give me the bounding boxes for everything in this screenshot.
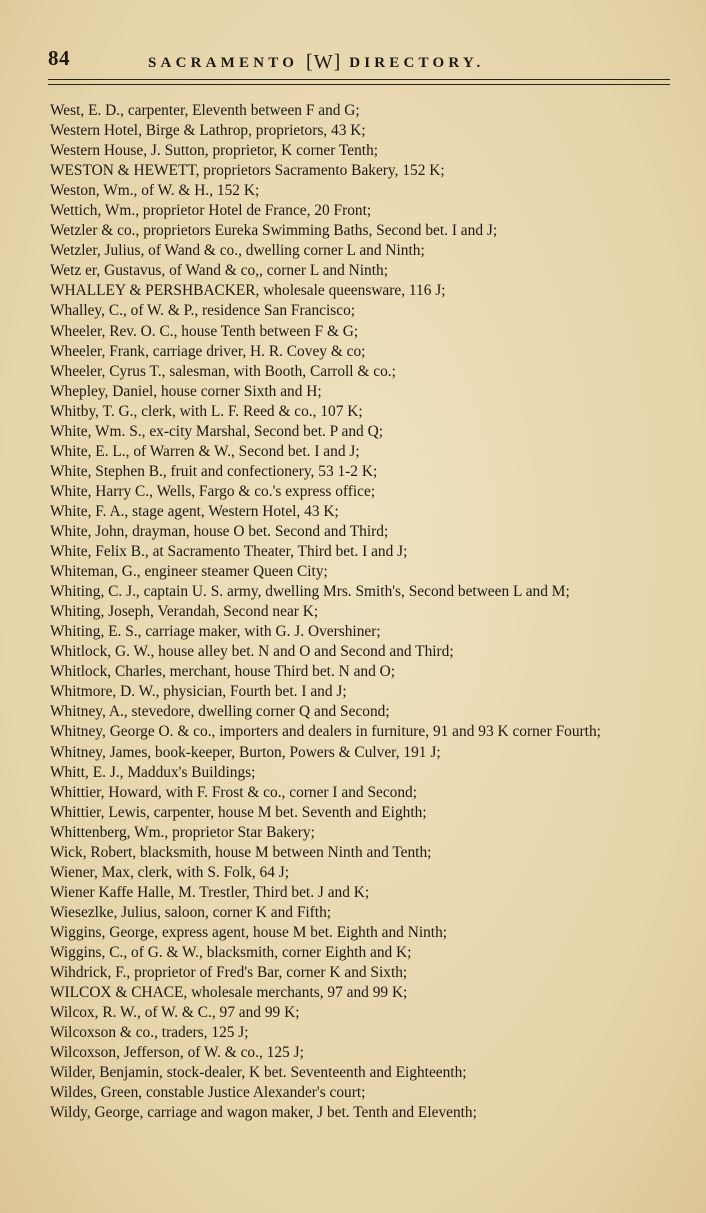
directory-entry: Whiting, E. S., carriage maker, with G. J. Overshiner; bbox=[50, 623, 381, 641]
directory-entry: Wiggins, George, express agent, house M bet. Eighth and Ninth; bbox=[50, 923, 448, 941]
directory-entry: White, Stephen B., fruit and confectionery, 53 1-2 K; bbox=[50, 462, 378, 480]
directory-entry: White, Harry C., Wells, Fargo & co.'s express office; bbox=[50, 482, 376, 500]
running-title-left: SACRAMENTO bbox=[148, 55, 299, 71]
directory-entry: Whitney, James, book-keeper, Burton, Powers & Culver, 191 J; bbox=[50, 743, 441, 761]
directory-entry: Wiener, Max, clerk, with S. Folk, 64 J; bbox=[50, 863, 289, 881]
directory-entry: Wetz er, Gustavus, of Wand & co,, corner L and Ninth; bbox=[50, 262, 388, 280]
directory-entry: Wetzler & co., proprietors Eureka Swimming Baths, Second bet. I and J; bbox=[50, 222, 498, 240]
directory-entry: WILCOX & CHACE, wholesale merchants, 97 and 99 K; bbox=[50, 984, 408, 1002]
directory-entry: White, E. L., of Warren & W., Second bet. I and J; bbox=[50, 442, 360, 460]
directory-entry: Wheeler, Frank, carriage driver, H. R. Covey & co; bbox=[50, 342, 366, 360]
directory-entry: Western House, J. Sutton, proprietor, K corner Tenth; bbox=[50, 142, 379, 160]
header-rule-top bbox=[48, 79, 670, 80]
directory-entries bbox=[50, 101, 676, 1123]
directory-entry: Wildes, Green, constable Justice Alexander's court; bbox=[50, 1084, 366, 1102]
directory-entry: WHALLEY & PERSHBACKER, wholesale queensware, 116 J; bbox=[50, 282, 446, 300]
directory-entry: Wilcoxson, Jefferson, of W. & co., 125 J; bbox=[50, 1044, 304, 1062]
directory-entry: Wiggins, C., of G. & W., blacksmith, corner Eighth and K; bbox=[50, 943, 412, 961]
directory-entry: Whitlock, G. W., house alley bet. N and O and Second and Third; bbox=[50, 643, 454, 661]
page-number: 84 bbox=[48, 46, 70, 70]
directory-entry: Whiting, C. J., captain U. S. army, dwelling Mrs. Smith's, Second between L and M; bbox=[50, 583, 570, 601]
directory-entry: Wetzler, Julius, of Wand & co., dwelling corner L and Ninth; bbox=[50, 242, 425, 260]
directory-entry: Wheeler, Cyrus T., salesman, with Booth, Carroll & co.; bbox=[50, 362, 396, 380]
directory-entry: Whittier, Howard, with F. Frost & co., corner I and Second; bbox=[50, 783, 418, 801]
directory-entry: Wilcox, R. W., of W. & C., 97 and 99 K; bbox=[50, 1004, 300, 1022]
directory-entry: Whittenberg, Wm., proprietor Star Bakery; bbox=[50, 823, 315, 841]
directory-entry: White, Wm. S., ex-city Marshal, Second bet. P and Q; bbox=[50, 422, 383, 440]
directory-entry: West, E. D., carpenter, Eleventh between F and G; bbox=[50, 102, 360, 119]
directory-entry: Wiesezlke, Julius, saloon, corner K and Fifth; bbox=[50, 903, 332, 921]
directory-entry: Whittier, Lewis, carpenter, house M bet. Seventh and Eighth; bbox=[50, 803, 427, 821]
directory-entry: White, John, drayman, house O bet. Second and Third; bbox=[50, 522, 389, 540]
running-title bbox=[148, 50, 484, 73]
directory-entry: Whitney, George O. & co., importers and dealers in furniture, 91 and 93 K corner Fourth; bbox=[50, 723, 601, 741]
directory-entry: Whitney, A., stevedore, dwelling corner Q and Second; bbox=[50, 703, 390, 721]
directory-entry: Wick, Robert, blacksmith, house M between Ninth and Tenth; bbox=[50, 843, 432, 861]
directory-entry: Whitby, T. G., clerk, with L. F. Reed & co., 107 K; bbox=[50, 402, 363, 420]
directory-entry: Western Hotel, Birge & Lathrop, proprietors, 43 K; bbox=[50, 122, 366, 140]
directory-entry: Whepley, Daniel, house corner Sixth and H; bbox=[50, 382, 322, 400]
directory-entry: White, F. A., stage agent, Western Hotel, 43 K; bbox=[50, 502, 339, 520]
directory-entry: Whiteman, G., engineer steamer Queen City; bbox=[50, 563, 328, 581]
directory-entry: Wilder, Benjamin, stock-dealer, K bet. Seventeenth and Eighteenth; bbox=[50, 1064, 467, 1082]
directory-entry: Wiener Kaffe Halle, M. Trestler, Third bet. J and K; bbox=[50, 883, 370, 901]
directory-entry: White, Felix B., at Sacramento Theater, Third bet. I and J; bbox=[50, 543, 408, 561]
running-title-right: DIRECTORY. bbox=[349, 55, 485, 71]
directory-entry: Weston, Wm., of W. & H., 152 K; bbox=[50, 182, 260, 200]
header-rule-bottom bbox=[48, 84, 670, 85]
directory-entry: Whiting, Joseph, Verandah, Second near K; bbox=[50, 603, 319, 621]
directory-entry: Whitmore, D. W., physician, Fourth bet. I and J; bbox=[50, 683, 347, 701]
directory-entry: WESTON & HEWETT, proprietors Sacramento Bakery, 152 K; bbox=[50, 162, 445, 180]
directory-entry: Wheeler, Rev. O. C., house Tenth between F & G; bbox=[50, 322, 359, 340]
directory-entry: Wihdrick, F., proprietor of Fred's Bar, corner K and Sixth; bbox=[50, 964, 408, 982]
page-header bbox=[48, 44, 668, 78]
directory-entry: Whalley, C., of W. & P., residence San Francisco; bbox=[50, 302, 356, 320]
directory-entry: Wildy, George, carriage and wagon maker, J bet. Tenth and Eleventh; bbox=[50, 1104, 477, 1122]
directory-entry: Whitlock, Charles, merchant, house Third bet. N and O; bbox=[50, 663, 396, 681]
running-title-letter: [W] bbox=[306, 51, 342, 73]
directory-entry: Wettich, Wm., proprietor Hotel de France, 20 Front; bbox=[50, 202, 372, 220]
directory-entry: Wilcoxson & co., traders, 125 J; bbox=[50, 1024, 249, 1042]
directory-entry: Whitt, E. J., Maddux's Buildings; bbox=[50, 763, 256, 781]
